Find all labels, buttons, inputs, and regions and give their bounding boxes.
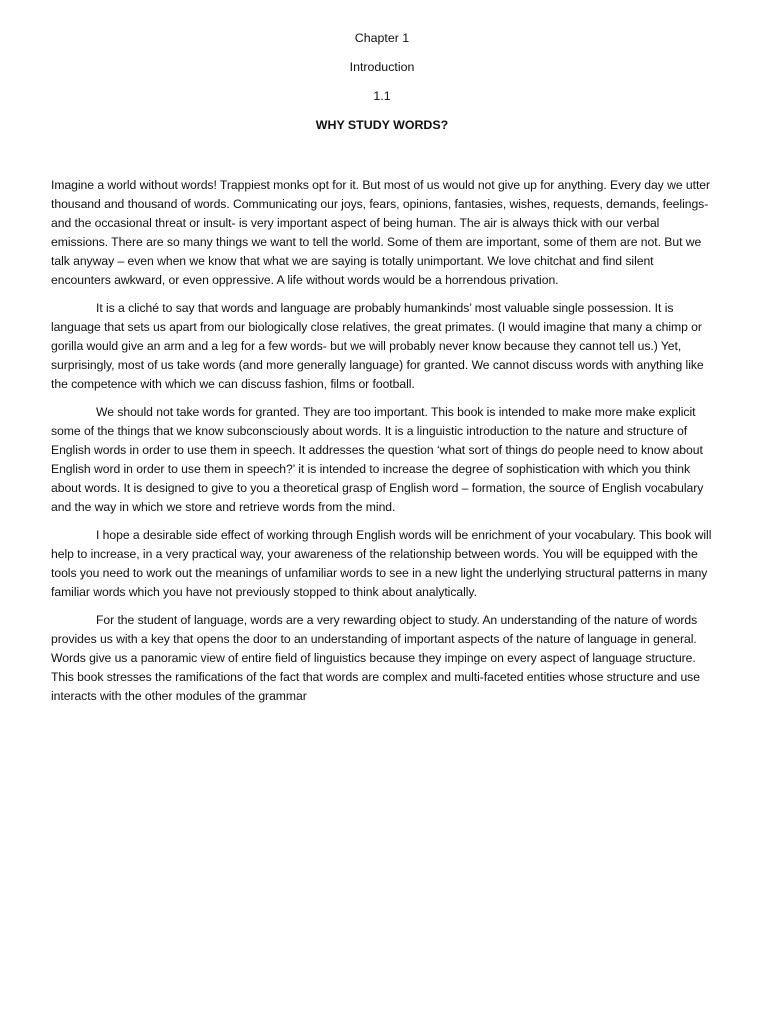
paragraph-2: It is a cliché to say that words and language are probably humankinds’ most valuable single possession. It is language that sets us apart from our biologically close relatives, the great primates. (I would imagine that many a chimp or gorilla would give an arm and a leg for a few words- but we will probably never know because they cannot tell us.) Yet, surprisingly, most of us take words (and more generally language) for granted. We cannot discuss words with anything like the competence with which we can discuss fashion, films or football. (51, 300, 704, 391)
heading-block (0, 30, 764, 146)
page-heading: WHY STUDY WORDS? (315, 118, 449, 132)
section-title: Introduction (349, 60, 415, 74)
paragraph-1: Imagine a world without words! Trappiest monks opt for it. But most of us would not give up for anything. Every day we utter thousand and thousand of words. Communicating our joys, fears, opinions, fantasies, wishes, requests, demands, feelings- and the occasional threat or insult- is very important aspect of being human. The air is always thick with our verbal emissions. There are so many things we want to tell the world. Some of them are important, some of them are not. But we talk anyway – even when we know that what we are saying is totally unimportant. We love chitchat and find silent encounters awkward, or even oppressive. A life without words would be a horrendous privation. (51, 178, 711, 287)
paragraph-3: We should not take words for granted. They are too important. This book is intended to make more make explicit some of the things that we know subconsciously about words. It is a linguistic introduction to the nature and structure of English words in order to use them in speech. It addresses the question ‘what sort of things do people need to know about English word in order to use them in speech?’ it is intended to increase the degree of sophistication with which you think about words. It is designed to give to you a theoretical grasp of English word – formation, the source of English vocabulary and the way in which we store and retrieve words from the mind. (51, 404, 704, 514)
chapter-label: Chapter 1 (354, 31, 410, 45)
paragraph-5: For the student of language, words are a very rewarding object to study. An understanding of the nature of words provides us with a key that opens the door to an understanding of important aspects of the nature of language in general. Words give us a panoramic view of entire field of linguistics because they impinge on every aspect of language structure. This book stresses the ramifications of the fact that words are complex and multi-faceted entities whose structure and use interacts with the other modules of the grammar (51, 613, 700, 703)
section-number: 1.1 (373, 89, 391, 103)
body-text (51, 176, 713, 715)
paragraph-4: I hope a desirable side effect of working through English words will be enrichment of your vocabulary. This book will help to increase, in a very practical way, your awareness of the relationship between words. You will be equipped with the tools you need to work out the meanings of unfamiliar words to see in a new light the underlying structural patterns in many familiar words which you have not previously stopped to think about analytically. (51, 527, 712, 599)
